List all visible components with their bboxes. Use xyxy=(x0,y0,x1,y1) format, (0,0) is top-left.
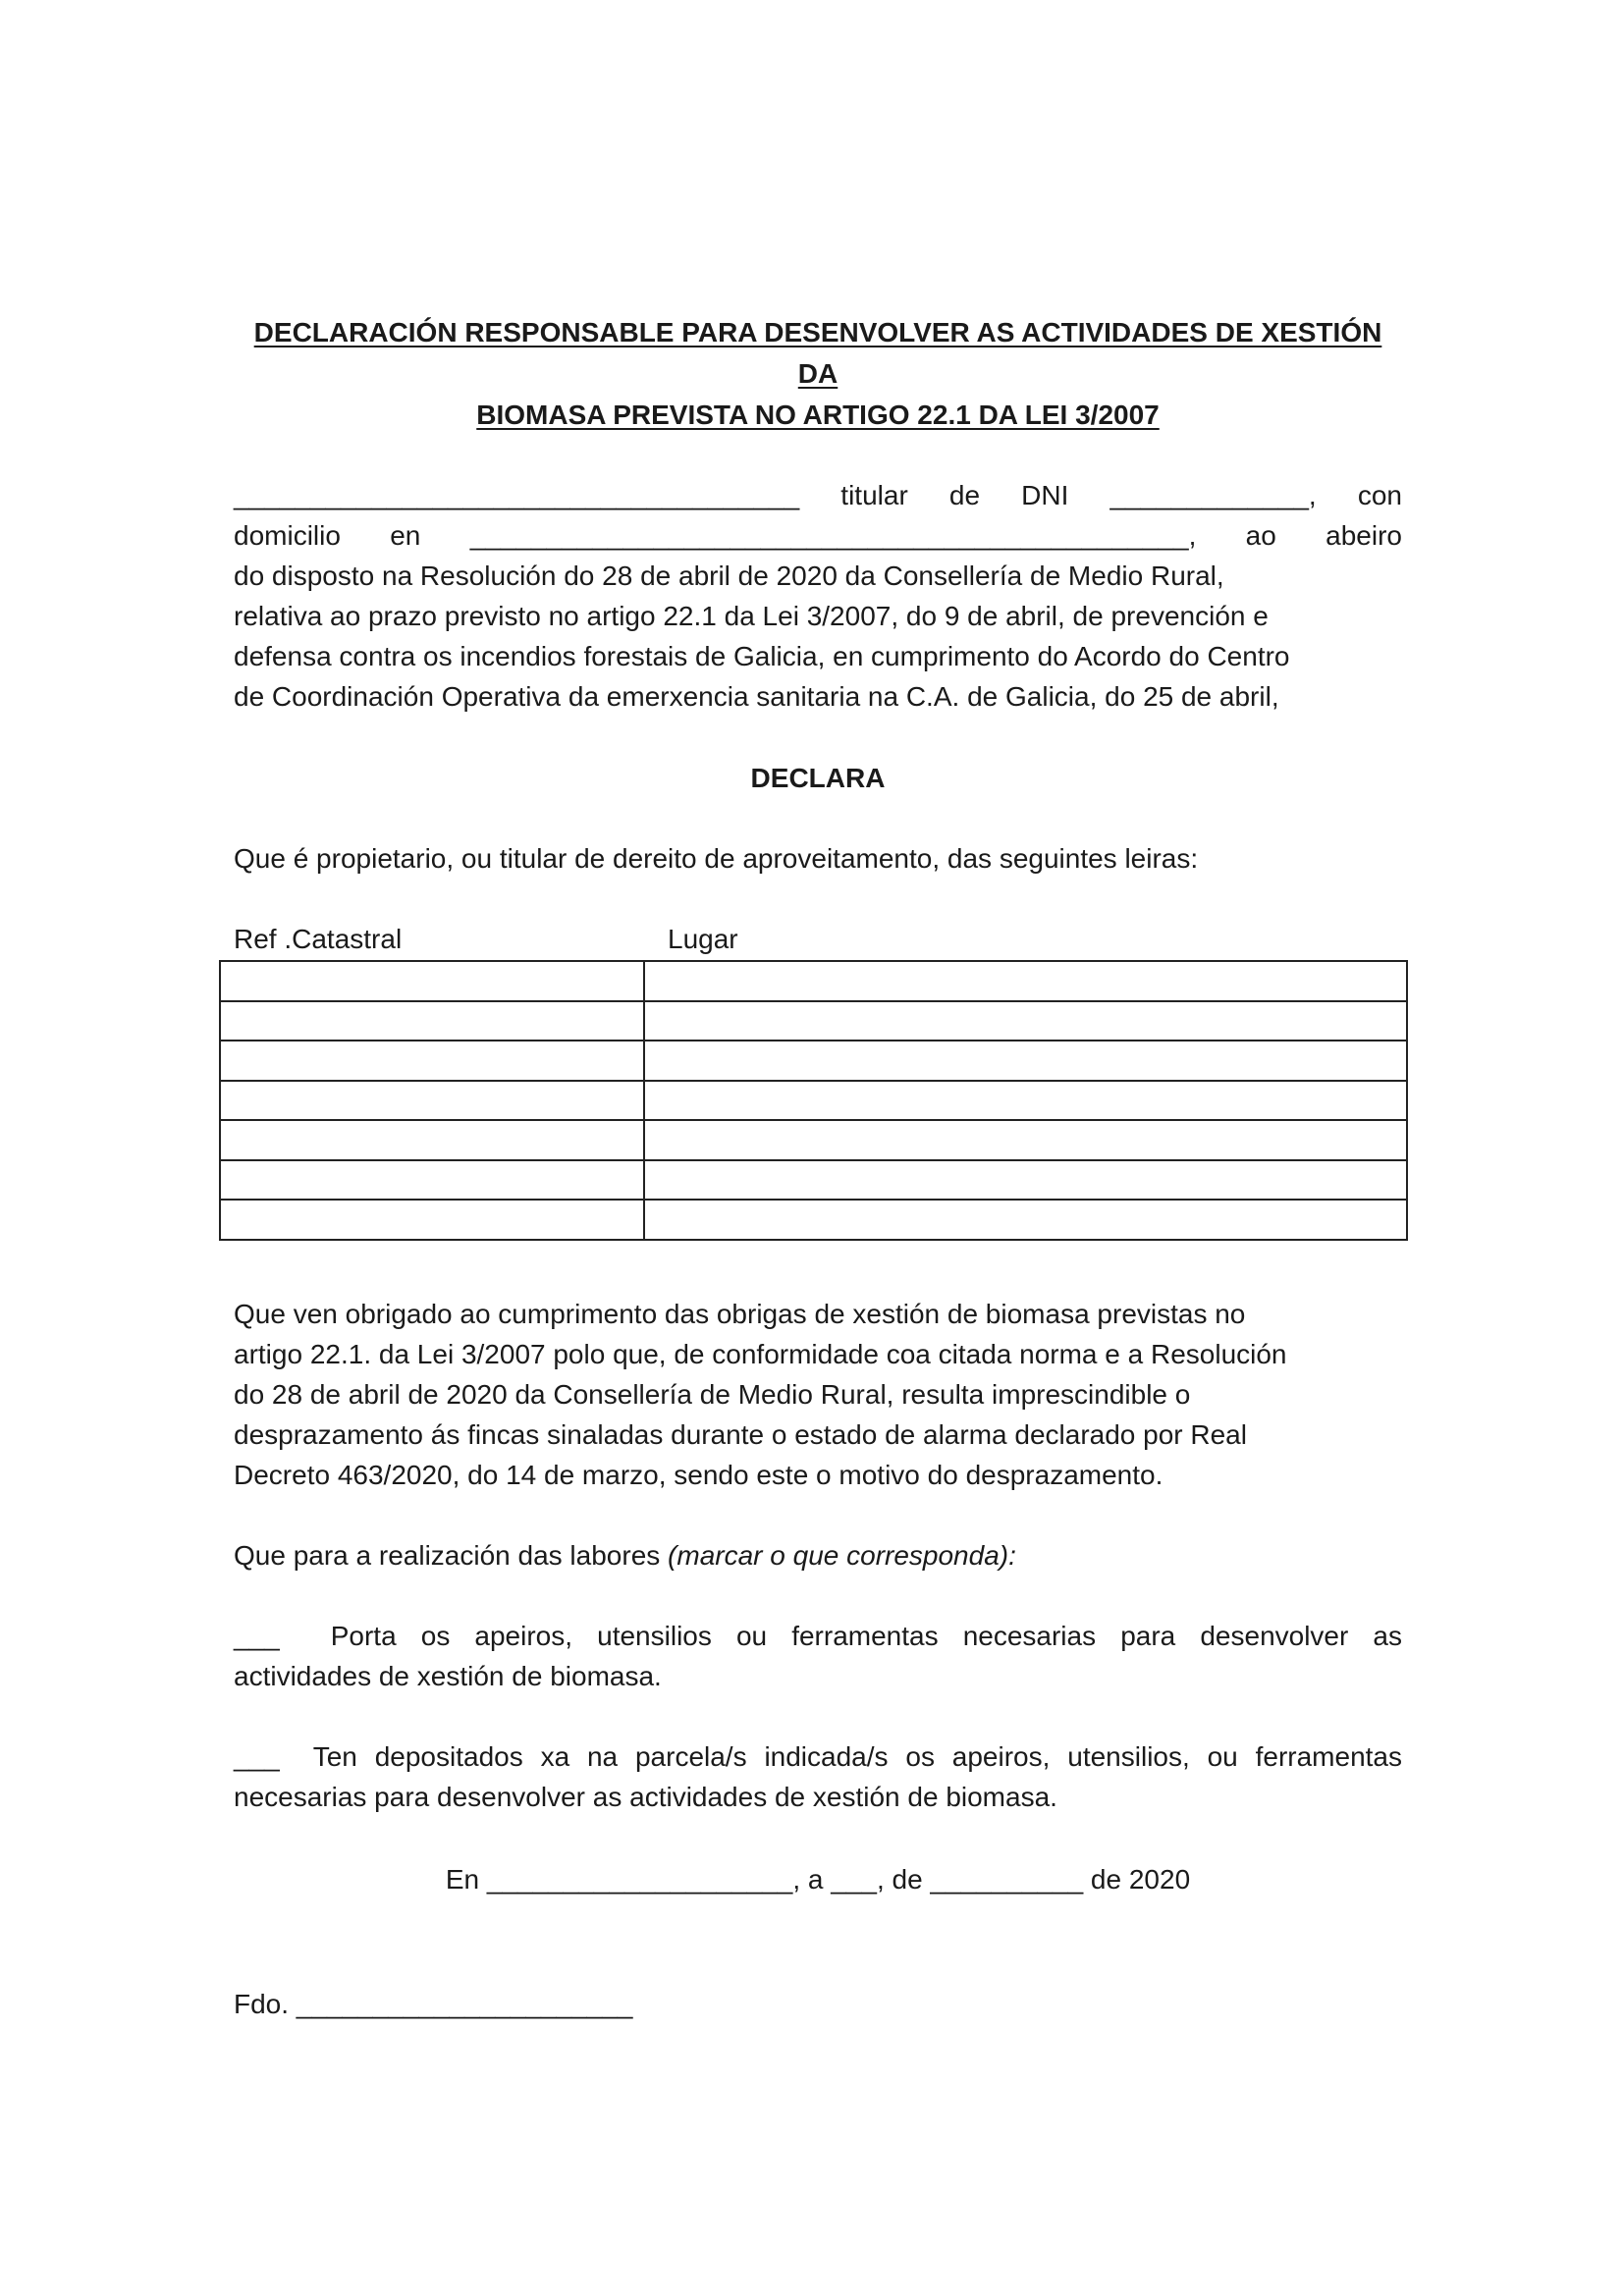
option-1-checkbox-blank[interactable]: ___ xyxy=(234,1621,280,1651)
ref-catastral-cell[interactable] xyxy=(220,1200,644,1240)
name-blank[interactable]: _____________________________________ xyxy=(234,480,800,510)
lugar-cell[interactable] xyxy=(644,1081,1407,1121)
table-row xyxy=(220,1200,1407,1240)
place-date-line[interactable]: En ____________________, a ___, de __________ de 2020 xyxy=(445,1864,1191,1895)
table-row xyxy=(220,1001,1407,1041)
intro-line-3: do disposto na Resolución do 28 de abril de 2020 da Consellería de Medio Rural, xyxy=(234,561,1224,591)
lugar-cell[interactable] xyxy=(644,1160,1407,1201)
lugar-cell[interactable] xyxy=(644,1200,1407,1240)
lugar-cell[interactable] xyxy=(644,1001,1407,1041)
intro-line-5: defensa contra os incendios forestais de Galicia, en cumprimento do Acordo do Centro xyxy=(234,641,1290,671)
lugar-cell[interactable] xyxy=(644,1120,1407,1160)
intro-line-4: relativa ao prazo previsto no artigo 22.1 da Lei 3/2007, do 9 de abril, de prevención e xyxy=(234,601,1269,631)
owner-statement: Que é propietario, ou titular de dereito de aproveitamento, das seguintes leiras: xyxy=(234,843,1199,874)
col-header-lugar: Lugar xyxy=(668,924,738,954)
ref-catastral-cell[interactable] xyxy=(220,961,644,1001)
title-line-1: DECLARACIÓN RESPONSABLE PARA DESENVOLVER AS ACTIVIDADES DE XESTIÓN DA xyxy=(253,317,1382,389)
intro-line-1: _____________________________________ titular de DNI _____________, con xyxy=(234,475,1402,515)
intro-line-6: de Coordinación Operativa da emerxencia sanitaria na C.A. de Galicia, do 25 de abril, xyxy=(234,681,1279,712)
ref-catastral-cell[interactable] xyxy=(220,1001,644,1041)
title-line-2: BIOMASA PREVISTA NO ARTIGO 22.1 DA LEI 3/2007 xyxy=(476,400,1160,430)
ref-catastral-cell[interactable] xyxy=(220,1120,644,1160)
option-2-checkbox-blank[interactable]: ___ xyxy=(234,1741,280,1772)
table-row xyxy=(220,1081,1407,1121)
ref-catastral-cell[interactable] xyxy=(220,1160,644,1201)
signature-line[interactable]: Fdo. ______________________ xyxy=(234,1989,633,2019)
intro-paragraph xyxy=(234,475,1402,717)
lugar-cell[interactable] xyxy=(644,961,1407,1001)
dni-blank[interactable]: _____________, xyxy=(1109,480,1317,510)
table-row xyxy=(220,1160,1407,1201)
document-title xyxy=(234,312,1402,436)
ref-catastral-cell[interactable] xyxy=(220,1081,644,1121)
parcels-table xyxy=(219,960,1408,1241)
address-blank[interactable]: _______________________________________________, xyxy=(469,520,1197,551)
option-2: ___ Ten depositados xa na parcela/s indicada/s os apeiros, utensilios, ou ferramentas necesarias para desenvolver as actividades de xestión de biomasa. xyxy=(234,1736,1402,1817)
obligation-paragraph: Que ven obrigado ao cumprimento das obrigas de xestión de biomasa previstas no artigo 22.1. da Lei 3/2007 polo que, de conformidade coa citada norma e a Resolución do 28 de abril de 2020 da Consellería de Medio Rural, resulta imprescindible o desprazamento ás fincas sinaladas durante o estado de alarma declarado por Real Decreto 463/2020, do 14 de marzo, sendo este o motivo do desprazamento. xyxy=(234,1299,1287,1490)
col-header-ref-catastral: Ref .Catastral xyxy=(234,924,403,954)
table-row xyxy=(220,961,1407,1001)
table-row xyxy=(220,1041,1407,1081)
lugar-cell[interactable] xyxy=(644,1041,1407,1081)
labores-statement: Que para a realización das labores (marcar o que corresponda): xyxy=(234,1535,1402,1575)
declara-heading: DECLARA xyxy=(750,763,886,793)
table-row xyxy=(220,1120,1407,1160)
ref-catastral-cell[interactable] xyxy=(220,1041,644,1081)
option-1: ___ Porta os apeiros, utensilios ou ferramentas necesarias para desenvolver as actividades de xestión de biomasa. xyxy=(234,1616,1402,1696)
labores-note: (marcar o que corresponda): xyxy=(668,1540,1016,1571)
intro-line-2: domicilio en _______________________________________________, ao abeiro xyxy=(234,515,1402,556)
